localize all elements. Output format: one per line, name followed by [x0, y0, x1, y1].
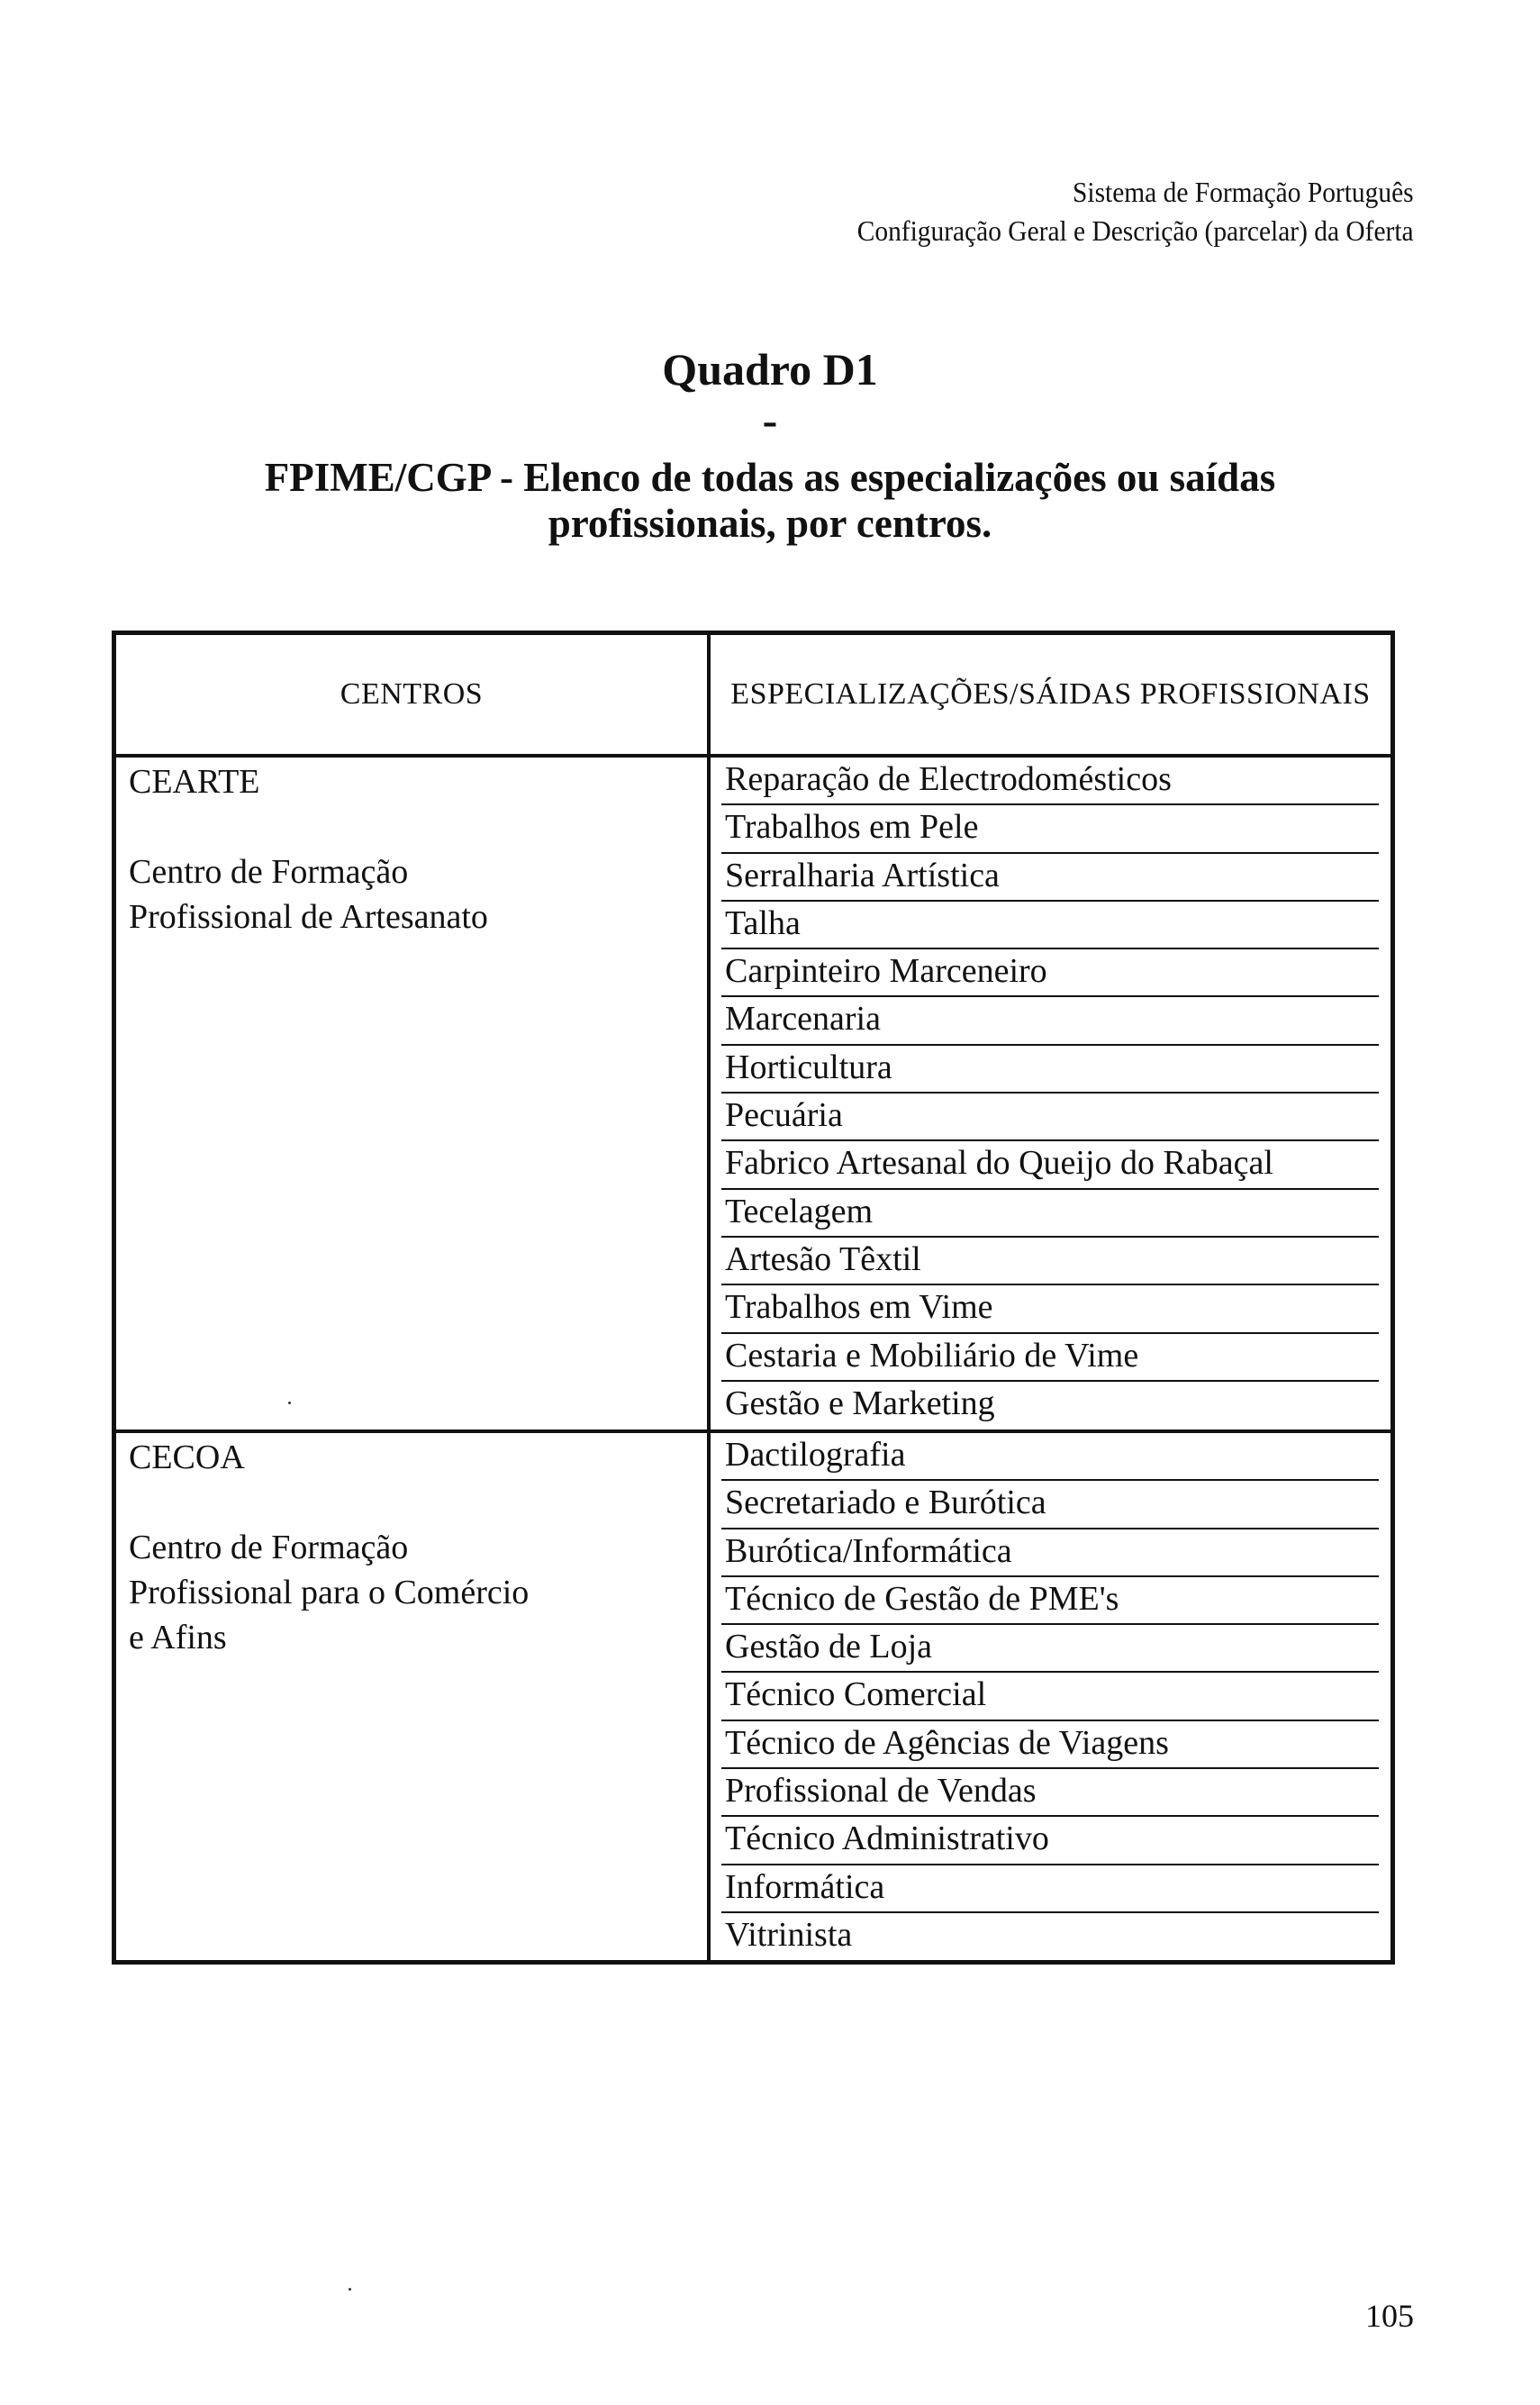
list-item: Gestão de Loja — [721, 1625, 1379, 1673]
list-item: Burótica/Informática — [721, 1529, 1379, 1577]
list-item: Vitrinista — [725, 1915, 853, 1954]
list-item: Trabalhos em Vime — [721, 1285, 1379, 1333]
list-item: Marcenaria — [721, 997, 1379, 1045]
page-number: 105 — [1365, 2298, 1414, 2334]
table-subtitle — [0, 455, 1540, 547]
centro-name-line: Centro de Formação — [129, 853, 409, 891]
list-item: Trabalhos em Pele — [721, 805, 1379, 853]
centro-name-line: e Afins — [129, 1619, 227, 1656]
subtitle-line-2: profissionais, por centros. — [548, 501, 992, 546]
list-item: Técnico de Agências de Viagens — [721, 1721, 1379, 1769]
header-line-1: Sistema de Formação Português — [1073, 176, 1414, 208]
list-item: Carpinteiro Marceneiro — [721, 949, 1379, 997]
running-header — [857, 173, 1414, 250]
list-item: Técnico Comercial — [721, 1673, 1379, 1720]
list-item: Reparação de Electrodomésticos — [721, 758, 1379, 805]
centro-name-line: Profissional de Artesanato — [129, 898, 488, 936]
list-item: Talha — [721, 902, 1379, 949]
scan-speck — [288, 1402, 291, 1404]
centro-name — [129, 849, 696, 939]
list-item: Cestaria e Mobiliário de Vime — [721, 1334, 1379, 1382]
list-item: Horticultura — [721, 1046, 1379, 1094]
table-title: Quadro D1 — [662, 344, 878, 395]
column-divider — [707, 635, 711, 1960]
list-item: Tecelagem — [721, 1190, 1379, 1238]
subtitle-line-1: FPIME/CGP - Elenco de todas as especializações ou saídas — [264, 455, 1276, 500]
scan-speck — [349, 2288, 351, 2291]
list-item: Artesão Têxtil — [721, 1238, 1379, 1285]
header-line-2: Configuração Geral e Descrição (parcelar) da Oferta — [857, 214, 1414, 247]
centro-cearte — [129, 759, 696, 939]
specializations-table — [112, 631, 1395, 1965]
list-item: Técnico de Gestão de PME's — [721, 1577, 1379, 1625]
column-header-especializacoes: ESPECIALIZAÇÕES/SÁIDAS PROFISSIONAIS — [730, 677, 1371, 711]
list-item: Secretariado e Burótica — [721, 1481, 1379, 1529]
centro-code: CEARTE — [129, 763, 260, 801]
list-item: Profissional de Vendas — [721, 1769, 1379, 1817]
list-item: Pecuária — [721, 1094, 1379, 1141]
list-item: Dactilografia — [721, 1433, 1379, 1481]
specialization-list-cearte — [721, 758, 1379, 1429]
centro-name — [129, 1525, 696, 1660]
list-item: Técnico Administrativo — [721, 1817, 1379, 1865]
list-item: Informática — [721, 1865, 1379, 1913]
specialization-list-cecoa — [721, 1433, 1379, 1961]
centro-cecoa — [129, 1435, 696, 1660]
centro-code: CECOA — [129, 1438, 245, 1476]
list-item: Gestão e Marketing — [725, 1384, 995, 1422]
list-item: Fabrico Artesanal do Queijo do Rabaçal — [721, 1141, 1379, 1189]
list-item: Serralharia Artística — [721, 854, 1379, 902]
centro-name-line: Centro de Formação — [129, 1529, 409, 1566]
centro-name-line: Profissional para o Comércio — [129, 1574, 530, 1611]
column-header-centros: CENTROS — [340, 677, 484, 711]
title-dash: - — [762, 395, 778, 445]
